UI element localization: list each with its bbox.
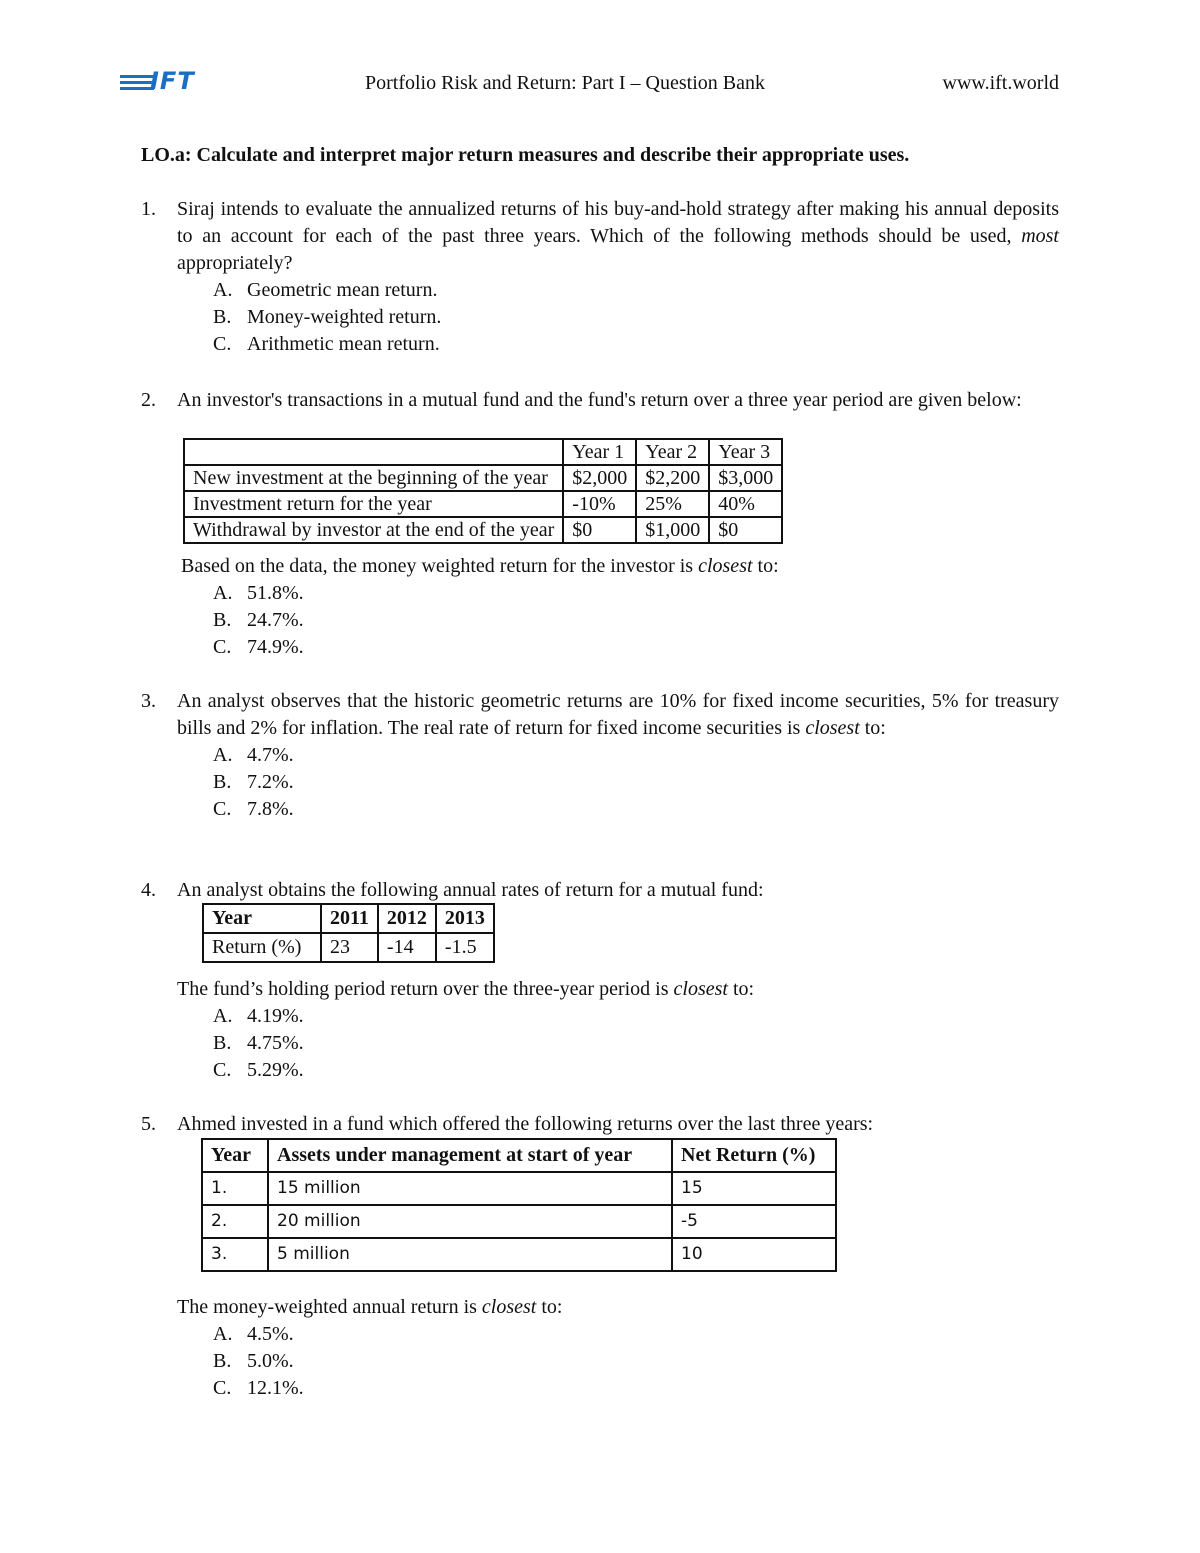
table-row (184, 465, 782, 491)
table-row (202, 1172, 836, 1205)
table-row (202, 1238, 836, 1271)
table-cell: 2012 (378, 904, 436, 933)
table-cell: Assets under management at start of year (268, 1139, 672, 1172)
question-number: 2. (141, 389, 156, 411)
question-3 (141, 688, 1059, 823)
option-b[interactable] (213, 607, 779, 634)
option-a[interactable] (213, 580, 779, 607)
option-text: 74.9%. (247, 636, 304, 658)
options (213, 742, 1059, 823)
question-text: An analyst obtains the following annual rates of return for a mutual fund: (177, 879, 764, 901)
ift-logo (120, 67, 206, 96)
investment-table (183, 438, 783, 544)
option-c[interactable] (213, 796, 1059, 823)
table-cell: Return (%) (203, 933, 321, 962)
table-cell: $3,000 (709, 465, 782, 491)
question-text-part: An analyst observes that the historic geometric returns are 10% for fixed income securities, 5% for treasury bills and 2% for inflation. The real rate of return for fixed income securities is (177, 690, 1059, 739)
option-text: 51.8%. (247, 582, 304, 604)
table-cell: Year (203, 904, 321, 933)
table-cell: $2,000 (563, 465, 636, 491)
question-number: 4. (141, 879, 156, 901)
option-letter: A. (213, 279, 233, 301)
table-cell: 25% (636, 491, 709, 517)
table-cell: Investment return for the year (184, 491, 563, 517)
option-a[interactable] (213, 1003, 754, 1030)
lo-heading: LO.a: Calculate and interpret major return measures and describe their appropriate uses. (141, 144, 910, 166)
table-cell: 3. (202, 1238, 268, 1271)
prompt-text: Based on the data, the money weighted return for the investor is (181, 555, 699, 577)
table-cell: Net Return (%) (672, 1139, 836, 1172)
table-cell (184, 439, 563, 465)
option-c[interactable] (213, 1375, 562, 1402)
option-text: 4.7%. (247, 744, 294, 766)
option-letter: A. (213, 1323, 233, 1345)
table-row (184, 517, 782, 543)
table-cell: 2013 (436, 904, 494, 933)
question-1 (141, 196, 1059, 358)
option-letter: B. (213, 306, 232, 328)
table-cell: -1.5 (436, 933, 494, 962)
table-cell: New investment at the beginning of the year (184, 465, 563, 491)
table-cell: Year 1 (563, 439, 636, 465)
prompt-text: to: (752, 555, 779, 577)
question-text-part: to: (859, 717, 886, 739)
option-letter: C. (213, 636, 232, 658)
question-text (177, 688, 1059, 742)
option-letter: A. (213, 744, 233, 766)
table-cell: 2011 (321, 904, 378, 933)
question-emphasis: closest (805, 717, 860, 739)
option-letter: A. (213, 582, 233, 604)
logo-text: IFT (150, 67, 195, 95)
option-text: 4.19%. (247, 1005, 304, 1027)
question-text: An investor's transactions in a mutual fund and the fund's return over a three year period are given below: (177, 389, 1022, 411)
table-cell: 15 (672, 1172, 836, 1205)
question-2-followup (181, 553, 779, 661)
option-c[interactable] (213, 331, 1059, 358)
option-c[interactable] (213, 634, 779, 661)
table-row (203, 933, 494, 962)
prompt-emphasis: closest (698, 555, 753, 577)
question-number: 5. (141, 1113, 156, 1135)
option-a[interactable] (213, 742, 1059, 769)
option-letter: B. (213, 1350, 232, 1372)
table-cell: 2. (202, 1205, 268, 1238)
option-text: 7.2%. (247, 771, 294, 793)
table-cell: 5 million (268, 1238, 672, 1271)
option-letter: B. (213, 771, 232, 793)
question-text (177, 196, 1059, 277)
option-c[interactable] (213, 1057, 754, 1084)
option-b[interactable] (213, 1348, 562, 1375)
option-a[interactable] (213, 277, 1059, 304)
options (213, 1321, 562, 1402)
question-prompt (177, 976, 754, 1003)
header-url: www.ift.world (942, 72, 1059, 94)
option-b[interactable] (213, 769, 1059, 796)
option-letter: C. (213, 1059, 232, 1081)
aum-returns-table (201, 1138, 837, 1272)
question-emphasis: most (1021, 225, 1059, 247)
table-cell: $1,000 (636, 517, 709, 543)
option-text: Arithmetic mean return. (247, 333, 440, 355)
question-5-followup (177, 1294, 562, 1402)
question-4-followup (177, 976, 754, 1084)
options (213, 1003, 754, 1084)
option-letter: C. (213, 798, 232, 820)
question-5 (141, 1111, 1059, 1138)
option-text: 7.8%. (247, 798, 294, 820)
question-text-part: appropriately? (177, 252, 293, 274)
header-title: Portfolio Risk and Return: Part I – Question Bank (365, 72, 765, 94)
table-cell: 40% (709, 491, 782, 517)
prompt-text: The fund’s holding period return over the three-year period is (177, 978, 674, 1000)
prompt-emphasis: closest (481, 1296, 537, 1318)
table-cell: Year (202, 1139, 268, 1172)
table-row (184, 491, 782, 517)
option-text: 12.1%. (247, 1377, 304, 1399)
option-b[interactable] (213, 1030, 754, 1057)
table-header-row (202, 1139, 836, 1172)
table-cell: Year 2 (636, 439, 709, 465)
question-2 (141, 387, 1059, 414)
prompt-text: to: (536, 1296, 563, 1318)
option-a[interactable] (213, 1321, 562, 1348)
options (213, 580, 779, 661)
table-header-row (184, 439, 782, 465)
table-cell: -5 (672, 1205, 836, 1238)
table-cell: $0 (709, 517, 782, 543)
fund-returns-table (202, 903, 495, 963)
table-cell: 1. (202, 1172, 268, 1205)
option-letter: B. (213, 609, 232, 631)
table-cell: Year 3 (709, 439, 782, 465)
question-prompt (177, 1294, 562, 1321)
table-cell: $2,200 (636, 465, 709, 491)
question-text: Ahmed invested in a fund which offered the following returns over the last three years: (177, 1113, 874, 1135)
option-text: 5.0%. (247, 1350, 294, 1372)
option-letter: A. (213, 1005, 233, 1027)
prompt-text: to: (727, 978, 755, 1000)
question-4 (141, 877, 1059, 904)
option-letter: C. (213, 333, 232, 355)
option-text: Money-weighted return. (247, 306, 442, 328)
option-letter: B. (213, 1032, 232, 1054)
options (213, 277, 1059, 358)
question-number: 3. (141, 690, 156, 712)
prompt-text: The money-weighted annual return is (177, 1296, 482, 1318)
option-text: 4.5%. (247, 1323, 294, 1345)
option-letter: C. (213, 1377, 232, 1399)
option-b[interactable] (213, 304, 1059, 331)
table-cell: 23 (321, 933, 378, 962)
table-cell: 15 million (268, 1172, 672, 1205)
option-text: 4.75%. (247, 1032, 304, 1054)
table-cell: -14 (378, 933, 436, 962)
option-text: 24.7%. (247, 609, 304, 631)
table-cell: Withdrawal by investor at the end of the year (184, 517, 563, 543)
question-text-part: Siraj intends to evaluate the annualized returns of his buy-and-hold strategy after making his annual deposits to an account for each of the past three years. Which of the following methods should be used, (177, 198, 1059, 247)
option-text: 5.29%. (247, 1059, 304, 1081)
table-cell: $0 (563, 517, 636, 543)
table-cell: 20 million (268, 1205, 672, 1238)
table-cell: -10% (563, 491, 636, 517)
logo-bars-icon (120, 75, 154, 93)
option-text: Geometric mean return. (247, 279, 438, 301)
question-number: 1. (141, 198, 156, 220)
table-row (202, 1205, 836, 1238)
table-cell: 10 (672, 1238, 836, 1271)
question-prompt (181, 553, 779, 580)
prompt-emphasis: closest (673, 978, 728, 1000)
table-header-row (203, 904, 494, 933)
